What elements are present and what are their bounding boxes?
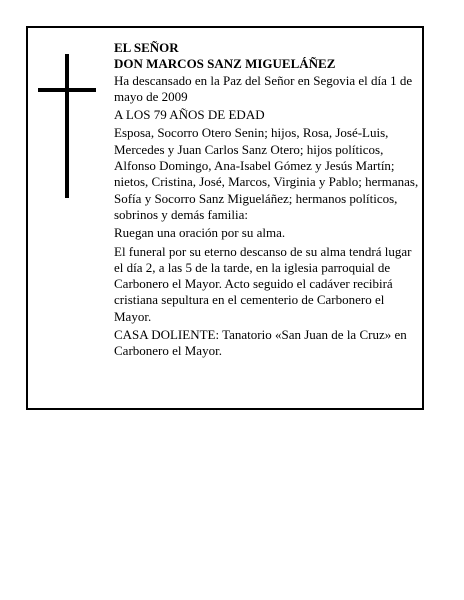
cross-horizontal-bar <box>38 88 96 92</box>
family-list: Esposa, Socorro Otero Senin; hijos, Rosa, José-Luis, Mercedes y Juan Carlos Sanz Otero; hijos políticos, Alfonso Domingo, Ana-Isabel Gómez y Jesús Martín; nietos, Cristina, José, Marcos, Virginia y Pablo; hermanas, Sofía y Socorro Sanz Migueláñez; hermanos políticos, sobrinos y demás familia: <box>114 125 419 222</box>
title-line-1: EL SEÑOR <box>114 40 179 55</box>
obituary-notice <box>26 26 424 410</box>
notice-text <box>114 40 420 360</box>
rest-statement: Ha descansado en la Paz del Señor en Segovia el día 1 de mayo de 2009 <box>114 72 413 104</box>
cross-vertical-bar <box>65 54 69 198</box>
mourning-house: CASA DOLIENTE: Tanatorio «San Juan de la Cruz» en Carbonero el Mayor. <box>114 327 407 359</box>
age-line: A LOS 79 AÑOS DE EDAD <box>114 107 265 123</box>
cross-icon <box>38 54 98 198</box>
deceased-name: DON MARCOS SANZ MIGUELÁÑEZ <box>114 56 336 72</box>
funeral-details: El funeral por su eterno descanso de su alma tendrá lugar el día 2, a las 5 de la tarde, en la iglesia parroquial de Carbonero el Mayor. Acto seguido el cadáver recibirá cristiana sepultura en el cementerio de Carbonero el Mayor. <box>114 243 412 324</box>
prayer-request: Ruegan una oración por su alma. <box>114 225 286 241</box>
